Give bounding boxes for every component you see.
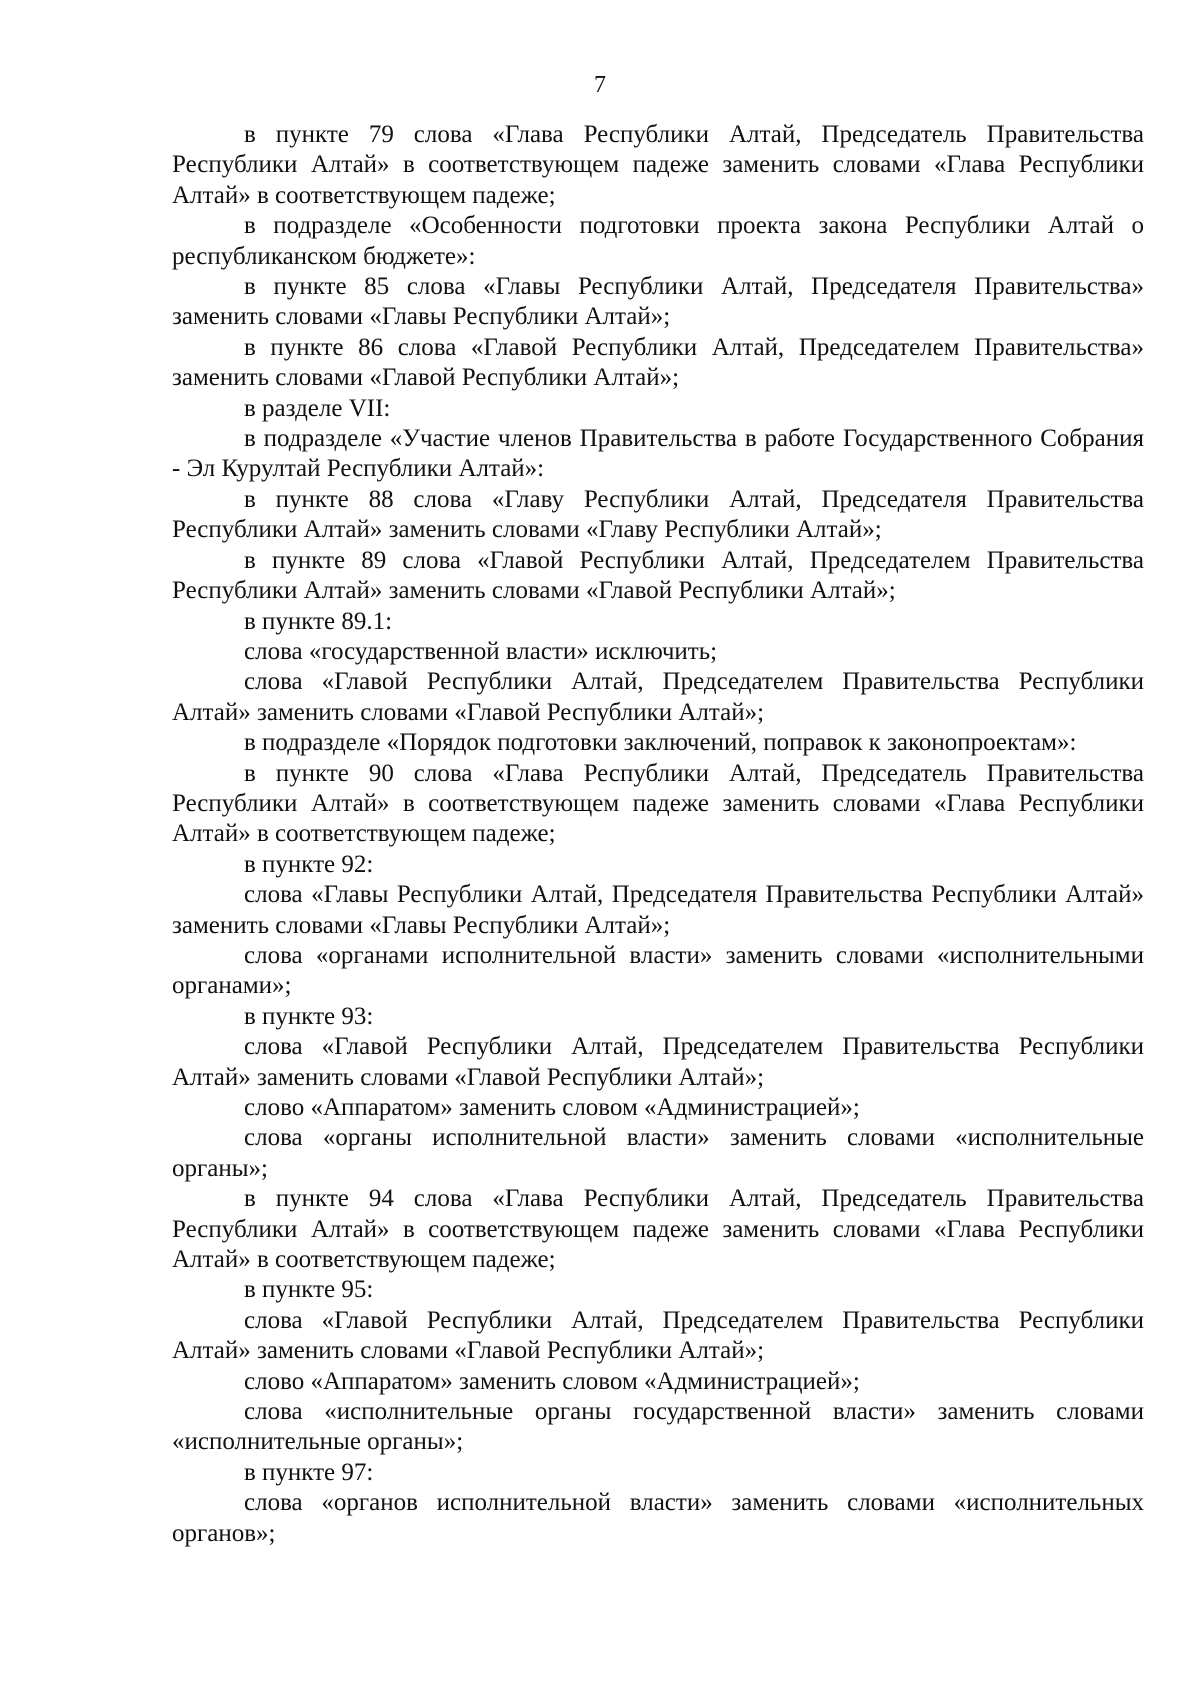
paragraph: слова «органов исполнительной власти» заменить словами «исполнительных органов»; xyxy=(172,1489,1144,1547)
paragraph: в подразделе «Особенности подготовки проекта закона Республики Алтай о республиканском бюджете»: xyxy=(172,212,1144,270)
paragraph: в пункте 95: xyxy=(244,1276,374,1304)
paragraph: слово «Аппаратом» заменить словом «Администрацией»; xyxy=(244,1367,860,1395)
paragraph: слова «Главой Республики Алтай, Председателем Правительства Республики Алтай» заменить словами «Главой Республики Алтай»; xyxy=(172,1033,1144,1091)
paragraph: в пункте 89.1: xyxy=(244,607,393,635)
paragraph: в пункте 93: xyxy=(244,1002,374,1030)
page-number: 7 xyxy=(594,72,606,98)
paragraph: в подразделе «Участие членов Правительства в работе Государственного Собрания - Эл Курултай Республики Алтай»: xyxy=(172,425,1144,483)
paragraph: в подразделе «Порядок подготовки заключений, поправок к законопроектам»: xyxy=(244,729,1077,757)
paragraph: в пункте 92: xyxy=(244,850,374,878)
paragraph: слова «Главой Республики Алтай, Председателем Правительства Республики Алтай» заменить словами «Главой Республики Алтай»; xyxy=(172,1306,1144,1365)
paragraph: в пункте 94 слова «Глава Республики Алтай, Председатель Правительства Республики Алтай» в соответствующем падеже заменить словами «Глава Республики Алтай» в соответствующем падеже; xyxy=(172,1185,1144,1274)
paragraph: в разделе VII: xyxy=(244,394,391,422)
paragraph: слова «исполнительные органы государственной власти» заменить словами «исполнительные органы»; xyxy=(172,1398,1144,1456)
paragraph: в пункте 79 слова «Глава Республики Алтай, Председатель Правительства Республики Алтай» в соответствующем падеже заменить словами «Глава Республики Алтай» в соответствующем падеже; xyxy=(172,121,1144,209)
paragraph: слова «Главы Республики Алтай, Председателя Правительства Республики Алтай» заменить словами «Главы Республики Алтай»; xyxy=(172,881,1144,939)
paragraph: в пункте 88 слова «Главу Республики Алтай, Председателя Правительства Республики Алтай» заменить словами «Главу Республики Алтай»; xyxy=(172,485,1144,544)
document-body xyxy=(172,120,1144,1549)
paragraph: слова «органами исполнительной власти» заменить словами «исполнительными органами»; xyxy=(172,941,1144,1000)
paragraph: слова «органы исполнительной власти» заменить словами «исполнительные органы»; xyxy=(172,1124,1144,1182)
paragraph: в пункте 89 слова «Главой Республики Алтай, Председателем Правительства Республики Алтай» заменить словами «Главой Республики Алтай»; xyxy=(172,546,1144,605)
paragraph: слова «Главой Республики Алтай, Председателем Правительства Республики Алтай» заменить словами «Главой Республики Алтай»; xyxy=(172,668,1144,726)
paragraph: в пункте 97: xyxy=(244,1458,374,1486)
paragraph: в пункте 90 слова «Глава Республики Алтай, Председатель Правительства Республики Алтай» в соответствующем падеже заменить словами «Глава Республики Алтай» в соответствующем падеже; xyxy=(172,759,1144,848)
paragraph: в пункте 85 слова «Главы Республики Алтай, Председателя Правительства» заменить словами «Главы Республики Алтай»; xyxy=(172,273,1144,331)
paragraph: в пункте 86 слова «Главой Республики Алтай, Председателем Правительства» заменить словами «Главой Республики Алтай»; xyxy=(172,333,1144,392)
paragraph: слова «государственной власти» исключить; xyxy=(244,637,718,665)
paragraph: слово «Аппаратом» заменить словом «Администрацией»; xyxy=(244,1094,860,1121)
